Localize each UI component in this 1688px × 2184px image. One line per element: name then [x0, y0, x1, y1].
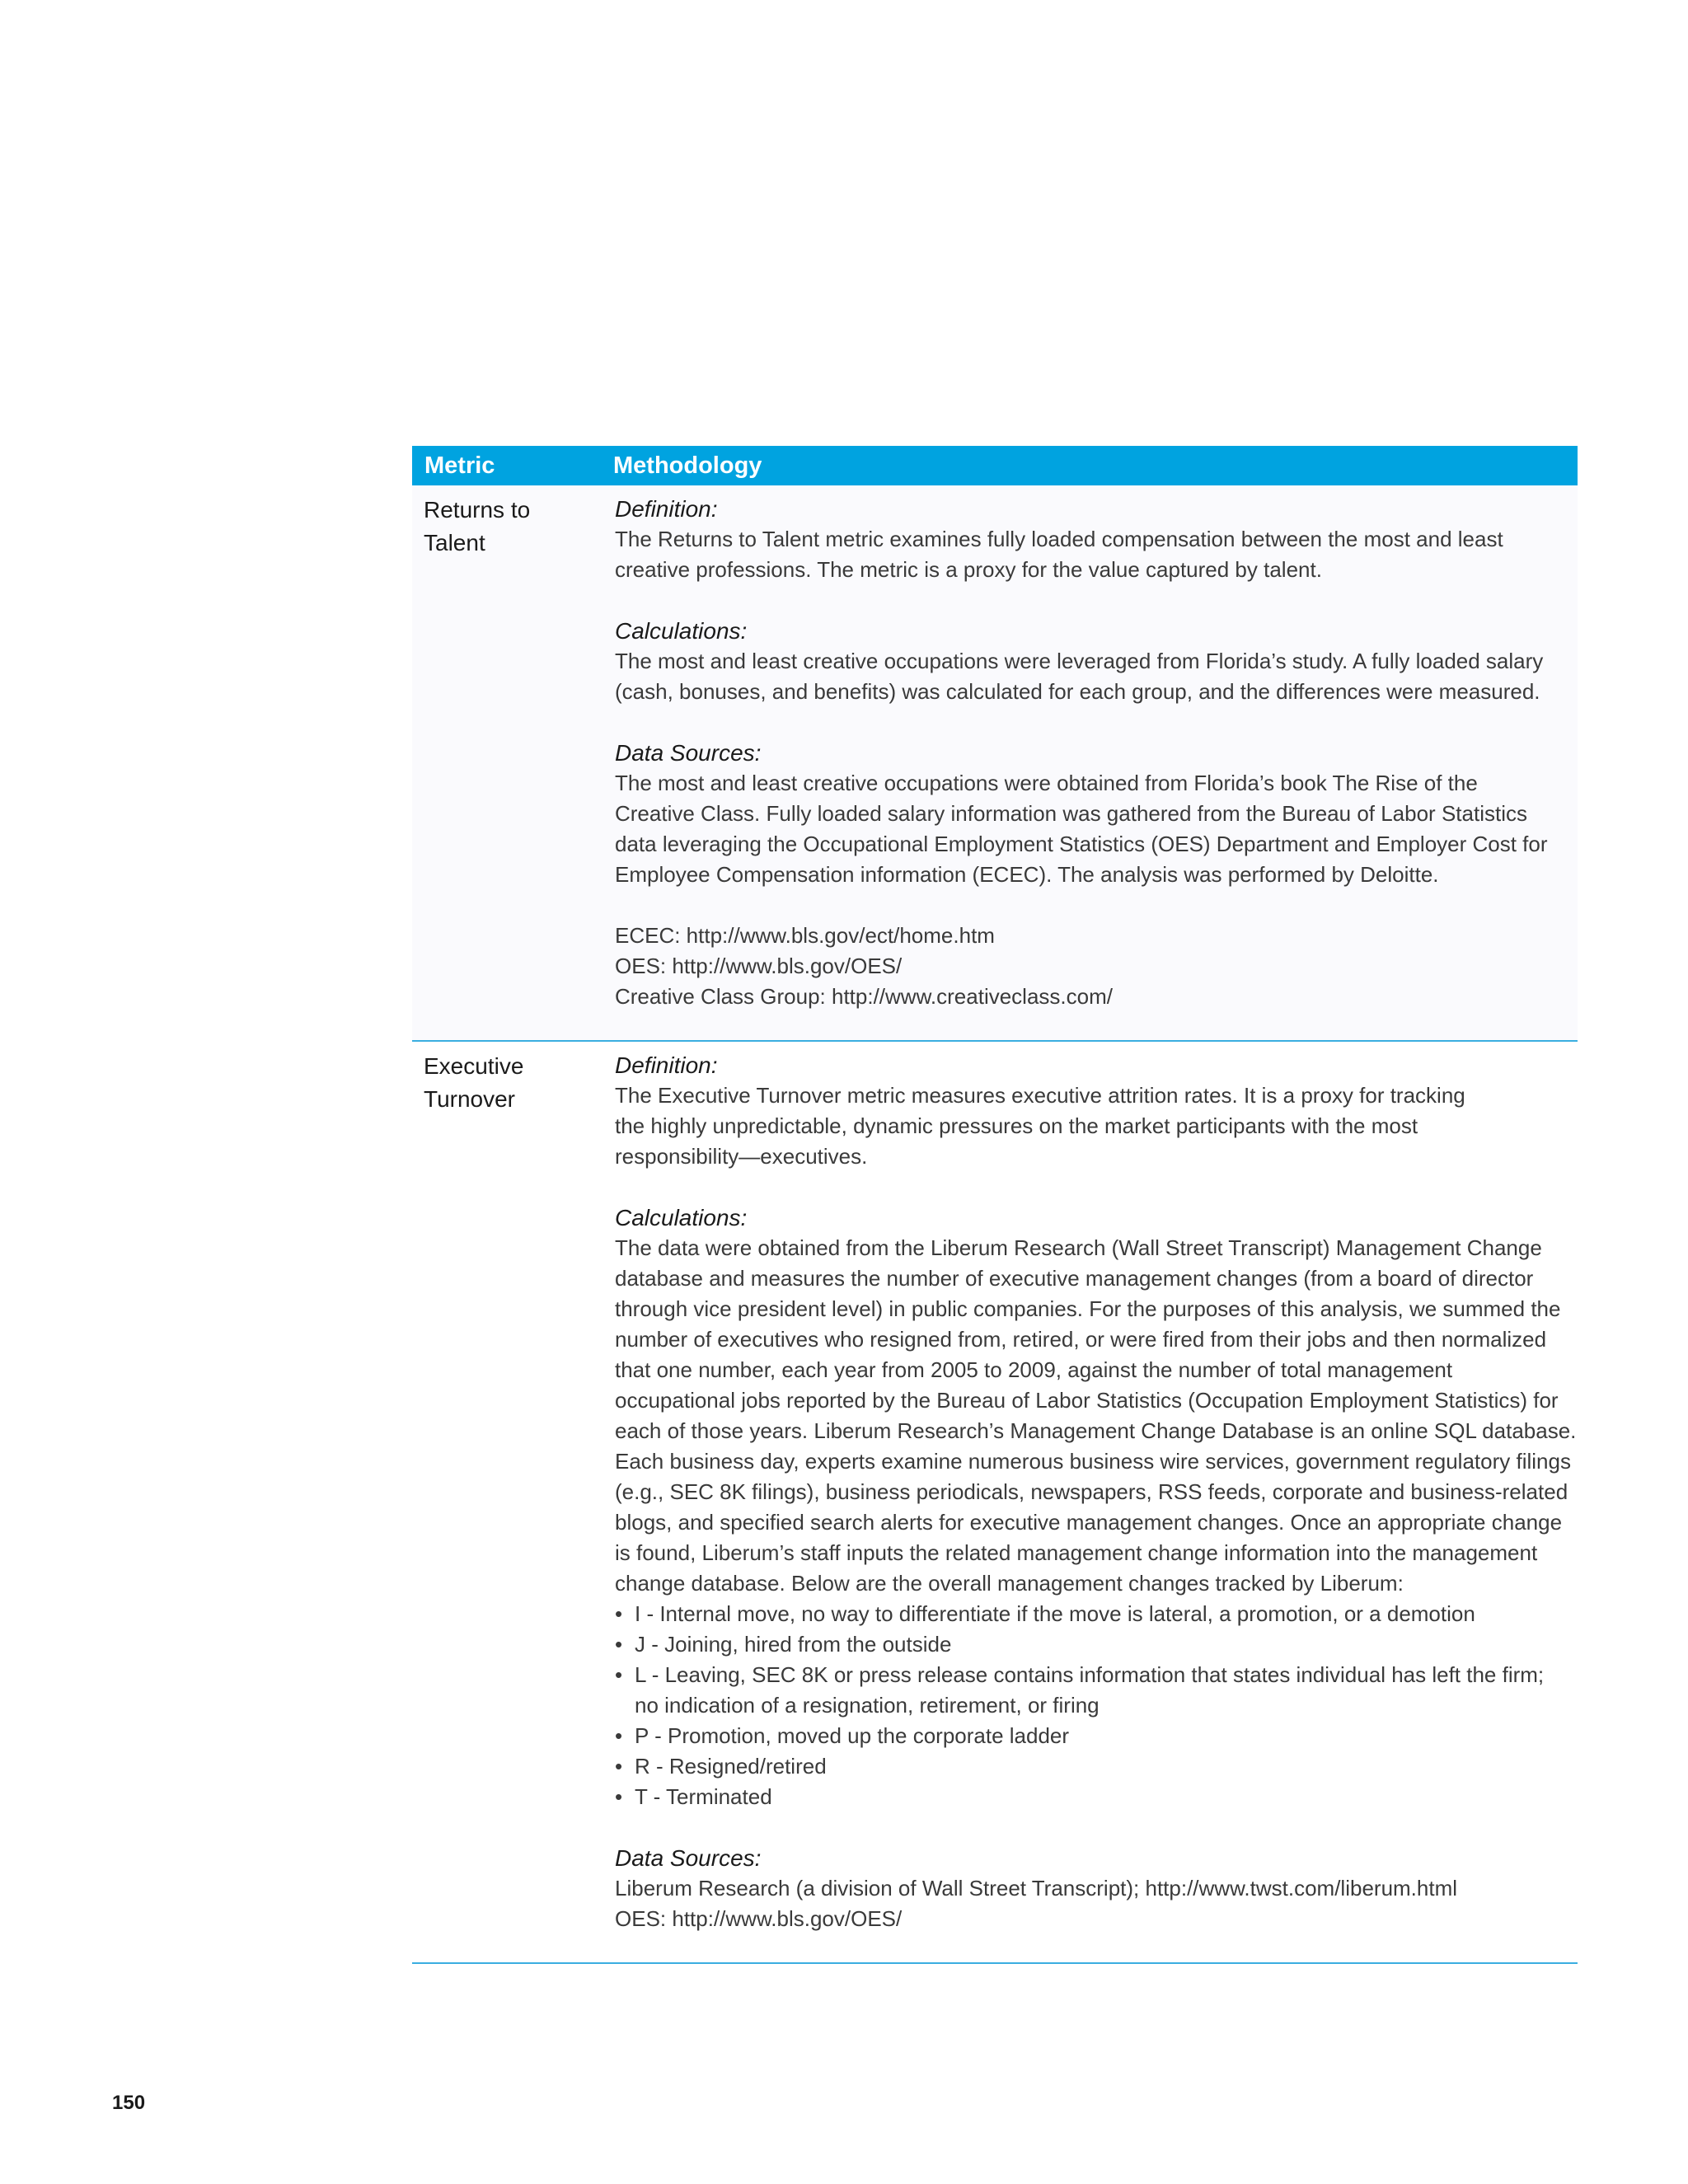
table-header — [412, 446, 1578, 485]
methodology-table — [412, 446, 1578, 1964]
calculations-line: Each business day, experts examine numerous business wire services, government regulatory filings — [615, 1449, 1571, 1474]
change-types-list — [615, 1599, 1578, 1812]
header-methodology: Methodology — [613, 452, 762, 479]
bullet-icon: • — [615, 1754, 623, 1779]
calculations-line: (cash, bonuses, and benefits) was calculated for each group, and the differences were measured. — [615, 679, 1540, 704]
list-item: • R - Resigned/retired — [615, 1751, 1578, 1782]
calculations-line: The most and least creative occupations were leveraged from Florida’s study. A fully loaded salary — [615, 649, 1544, 673]
definition-line: creative professions. The metric is a proxy for the value captured by talent. — [615, 557, 1322, 582]
metric-name-line: Executive — [424, 1053, 524, 1079]
bullet-icon: • — [615, 1662, 623, 1687]
bullet-icon: • — [615, 1784, 623, 1809]
calculations-line: occupational jobs reported by the Bureau of Labor Statistics (Occupation Employment Statistics) for — [615, 1388, 1559, 1413]
calculations-line: through vice president level) in public companies. For the purposes of this analysis, we summed the — [615, 1296, 1561, 1321]
definition-line: responsibility—executives. — [615, 1144, 868, 1169]
header-metric: Metric — [424, 452, 495, 479]
data-sources-line: Liberum Research (a division of Wall Street Transcript); http://www.twst.com/liberum.html — [615, 1876, 1458, 1900]
calculations-line: is found, Liberum’s staff inputs the related management change information into the management — [615, 1540, 1538, 1565]
metric-name-line: Turnover — [424, 1086, 516, 1112]
calculations-line: The data were obtained from the Liberum Research (Wall Street Transcript) Management Change — [615, 1235, 1542, 1260]
source-link-oes: OES: http://www.bls.gov/OES/ — [615, 954, 903, 978]
list-item-continuation: no indication of a resignation, retirement, or firing — [635, 1693, 1100, 1718]
page-number: 150 — [112, 2092, 146, 2114]
metric-name-line: Returns to — [424, 497, 531, 523]
metric-name — [412, 1042, 615, 1962]
calculations-line: number of executives who resigned from, retired, or were fired from their jobs and then normalized — [615, 1327, 1547, 1352]
definition-heading: Definition: — [615, 496, 718, 522]
list-item: • P - Promotion, moved up the corporate ladder — [615, 1721, 1578, 1751]
list-item: • L - Leaving, SEC 8K or press release contains information that states individual has left the firm; — [615, 1660, 1578, 1690]
data-sources-line: OES: http://www.bls.gov/OES/ — [615, 1906, 903, 1931]
definition-line: The Executive Turnover metric measures executive attrition rates. It is a proxy for tracking — [615, 1083, 1465, 1108]
definition-line: the highly unpredictable, dynamic pressures on the market participants with the most — [615, 1113, 1418, 1138]
calculations-line: change database. Below are the overall management changes tracked by Liberum: — [615, 1571, 1404, 1596]
definition-line: The Returns to Talent metric examines fully loaded compensation between the most and least — [615, 527, 1503, 551]
list-item: • J - Joining, hired from the outside — [615, 1629, 1578, 1660]
data-sources-line: The most and least creative occupations were obtained from Florida’s book The Rise of the — [615, 771, 1478, 795]
calculations-line: database and measures the number of executive management changes (from a board of director — [615, 1266, 1534, 1291]
calculations-heading: Calculations: — [615, 1205, 748, 1230]
data-sources-heading: Data Sources: — [615, 1845, 762, 1871]
metric-name — [412, 485, 615, 1040]
calculations-line: that one number, each year from 2005 to 2009, against the number of total management — [615, 1357, 1453, 1382]
table-row — [412, 485, 1578, 1042]
table-row — [412, 1042, 1578, 1964]
calculations-line: each of those years. Liberum Research’s Management Change Database is an online SQL database. — [615, 1418, 1577, 1443]
data-sources-heading: Data Sources: — [615, 740, 762, 766]
data-sources-line: Creative Class. Fully loaded salary information was gathered from the Bureau of Labor Statistics — [615, 801, 1527, 826]
bullet-icon: • — [615, 1632, 623, 1657]
source-link-creative-class: Creative Class Group: http://www.creativeclass.com/ — [615, 984, 1113, 1009]
calculations-heading: Calculations: — [615, 618, 748, 644]
source-link-ecec: ECEC: http://www.bls.gov/ect/home.htm — [615, 923, 995, 948]
data-sources-line: Employee Compensation information (ECEC). The analysis was performed by Deloitte. — [615, 862, 1439, 887]
methodology-cell — [615, 485, 1578, 1040]
bullet-icon: • — [615, 1601, 623, 1626]
methodology-cell — [615, 1042, 1578, 1962]
bullet-icon: • — [615, 1723, 623, 1748]
list-item: • T - Terminated — [615, 1782, 1578, 1812]
metric-name-line: Talent — [424, 530, 485, 555]
list-item: • I - Internal move, no way to differentiate if the move is lateral, a promotion, or a demotion — [615, 1599, 1578, 1629]
calculations-line: blogs, and specified search alerts for executive management changes. Once an appropriate change — [615, 1510, 1563, 1535]
definition-heading: Definition: — [615, 1052, 718, 1078]
data-sources-line: data leveraging the Occupational Employment Statistics (OES) Department and Employer Cost for — [615, 832, 1548, 856]
calculations-line: (e.g., SEC 8K filings), business periodicals, newspapers, RSS feeds, corporate and business-related — [615, 1479, 1568, 1504]
